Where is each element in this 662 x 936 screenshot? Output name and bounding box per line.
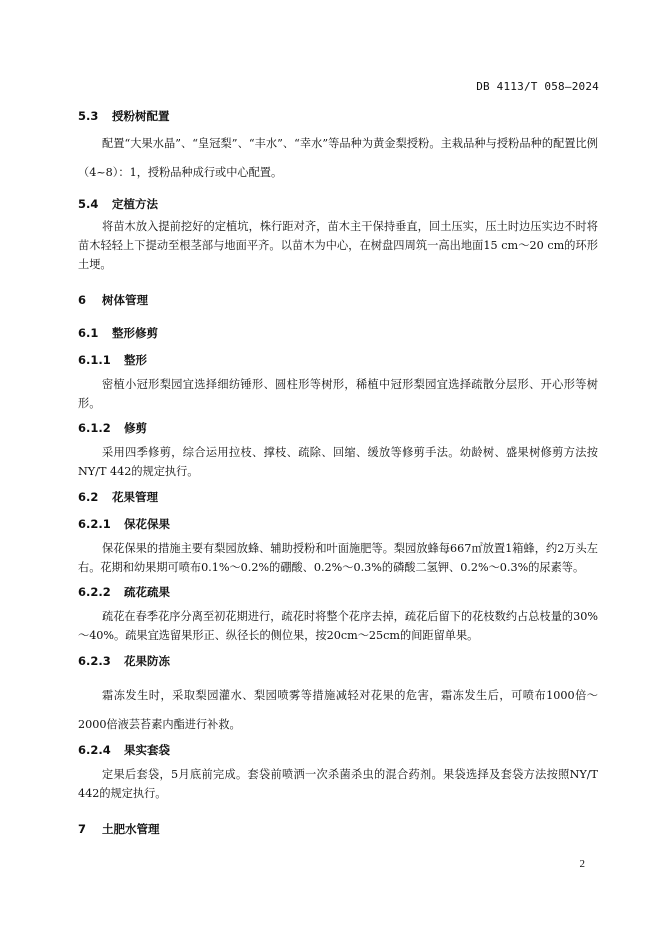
heading-title: 花果管理: [112, 490, 158, 504]
heading-title: 疏花疏果: [124, 585, 170, 599]
paragraph-6-1-2: 采用四季修剪，综合运用拉枝、撑枝、疏除、回缩、缓放等修剪手法。幼龄树、盛果树修剪方法按NY/T 442的规定执行。: [78, 446, 598, 478]
heading-6-2-2: [78, 584, 170, 600]
heading-number: 6.2: [78, 490, 99, 504]
heading-number: 6: [78, 293, 87, 307]
heading-6-1-2: [78, 420, 147, 436]
heading-title: 授粉树配置: [112, 109, 170, 123]
heading-5-4: [78, 196, 158, 212]
paragraph-6-2-1: 保花保果的措施主要有梨园放蜂、辅助授粉和叶面施肥等。梨园放蜂每667㎡放置1箱蜂，约2万头左右。花期和幼果期可喷布0.1%～0.2%的硼酸、0.2%～0.3%的磷酸二氢钾、0.2%～0.3%的尿素等。: [78, 542, 598, 574]
heading-title: 整形修剪: [112, 326, 158, 340]
heading-number: 5.3: [78, 109, 99, 123]
heading-6-2-4: [78, 742, 170, 758]
heading-6-2: [78, 489, 158, 505]
heading-title: 保花保果: [124, 517, 170, 531]
paragraph-6-2-2: 疏花在春季花序分离至初花期进行，疏花时将整个花序去掉，疏花后留下的花枝数约占总枝量的30%～40%。疏果宜选留果形正、纵径长的侧位果，按20cm～25cm的间距留单果。: [78, 610, 598, 642]
heading-number: 5.4: [78, 197, 99, 211]
heading-5-3: [78, 108, 170, 124]
heading-number: 6.1.1: [78, 353, 111, 367]
paragraph-6-1-1: 密植小冠形梨园宜选择细纺锤形、圆柱形等树形，稀植中冠形梨园宜选择疏散分层形、开心形等树形。: [78, 378, 598, 410]
heading-title: 土肥水管理: [102, 822, 160, 836]
heading-6: [78, 292, 148, 308]
heading-title: 树体管理: [102, 293, 148, 307]
page-number: 2: [579, 858, 585, 870]
heading-title: 定植方法: [112, 197, 158, 211]
heading-number: 6.2.3: [78, 654, 111, 668]
heading-title: 整形: [124, 353, 147, 367]
heading-title: 果实套袋: [124, 743, 170, 757]
heading-6-1-1: [78, 352, 147, 368]
heading-7: [78, 821, 160, 837]
heading-6-2-3: [78, 653, 170, 669]
document-code: DB 4113/T 058—2024: [476, 80, 599, 93]
heading-6-2-1: [78, 516, 170, 532]
heading-number: 6.2.2: [78, 585, 111, 599]
paragraph-5-4: 将苗木放入提前挖好的定植坑，株行距对齐，苗木主干保持垂直，回土压实，压土时边压实边不时将苗木轻轻上下提动至根茎部与地面平齐。以苗木为中心，在树盘四周筑一高出地面15 cm～20 cm的环形土埂。: [78, 220, 598, 271]
heading-number: 6.2.1: [78, 517, 111, 531]
heading-title: 修剪: [124, 421, 147, 435]
paragraph-6-2-4: 定果后套袋，5月底前完成。套袋前喷洒一次杀菌杀虫的混合药剂。果袋选择及套袋方法按照NY/T 442的规定执行。: [78, 768, 598, 800]
heading-number: 6.1.2: [78, 421, 111, 435]
heading-title: 花果防冻: [124, 654, 170, 668]
heading-number: 6.1: [78, 326, 99, 340]
paragraph-6-2-3: 霜冻发生时，采取梨园灌水、梨园喷雾等措施减轻对花果的危害，霜冻发生后，可喷布1000倍～2000倍液芸苔素内酯进行补救。: [78, 689, 598, 731]
heading-6-1: [78, 325, 158, 341]
heading-number: 6.2.4: [78, 743, 111, 757]
paragraph-5-3: 配置“大果水晶”、“皇冠梨”、“丰水”、“幸水”等品种为黄金梨授粉。主栽品种与授粉品种的配置比例（4~8）：1，授粉品种成行或中心配置。: [78, 137, 598, 179]
heading-number: 7: [78, 822, 87, 836]
